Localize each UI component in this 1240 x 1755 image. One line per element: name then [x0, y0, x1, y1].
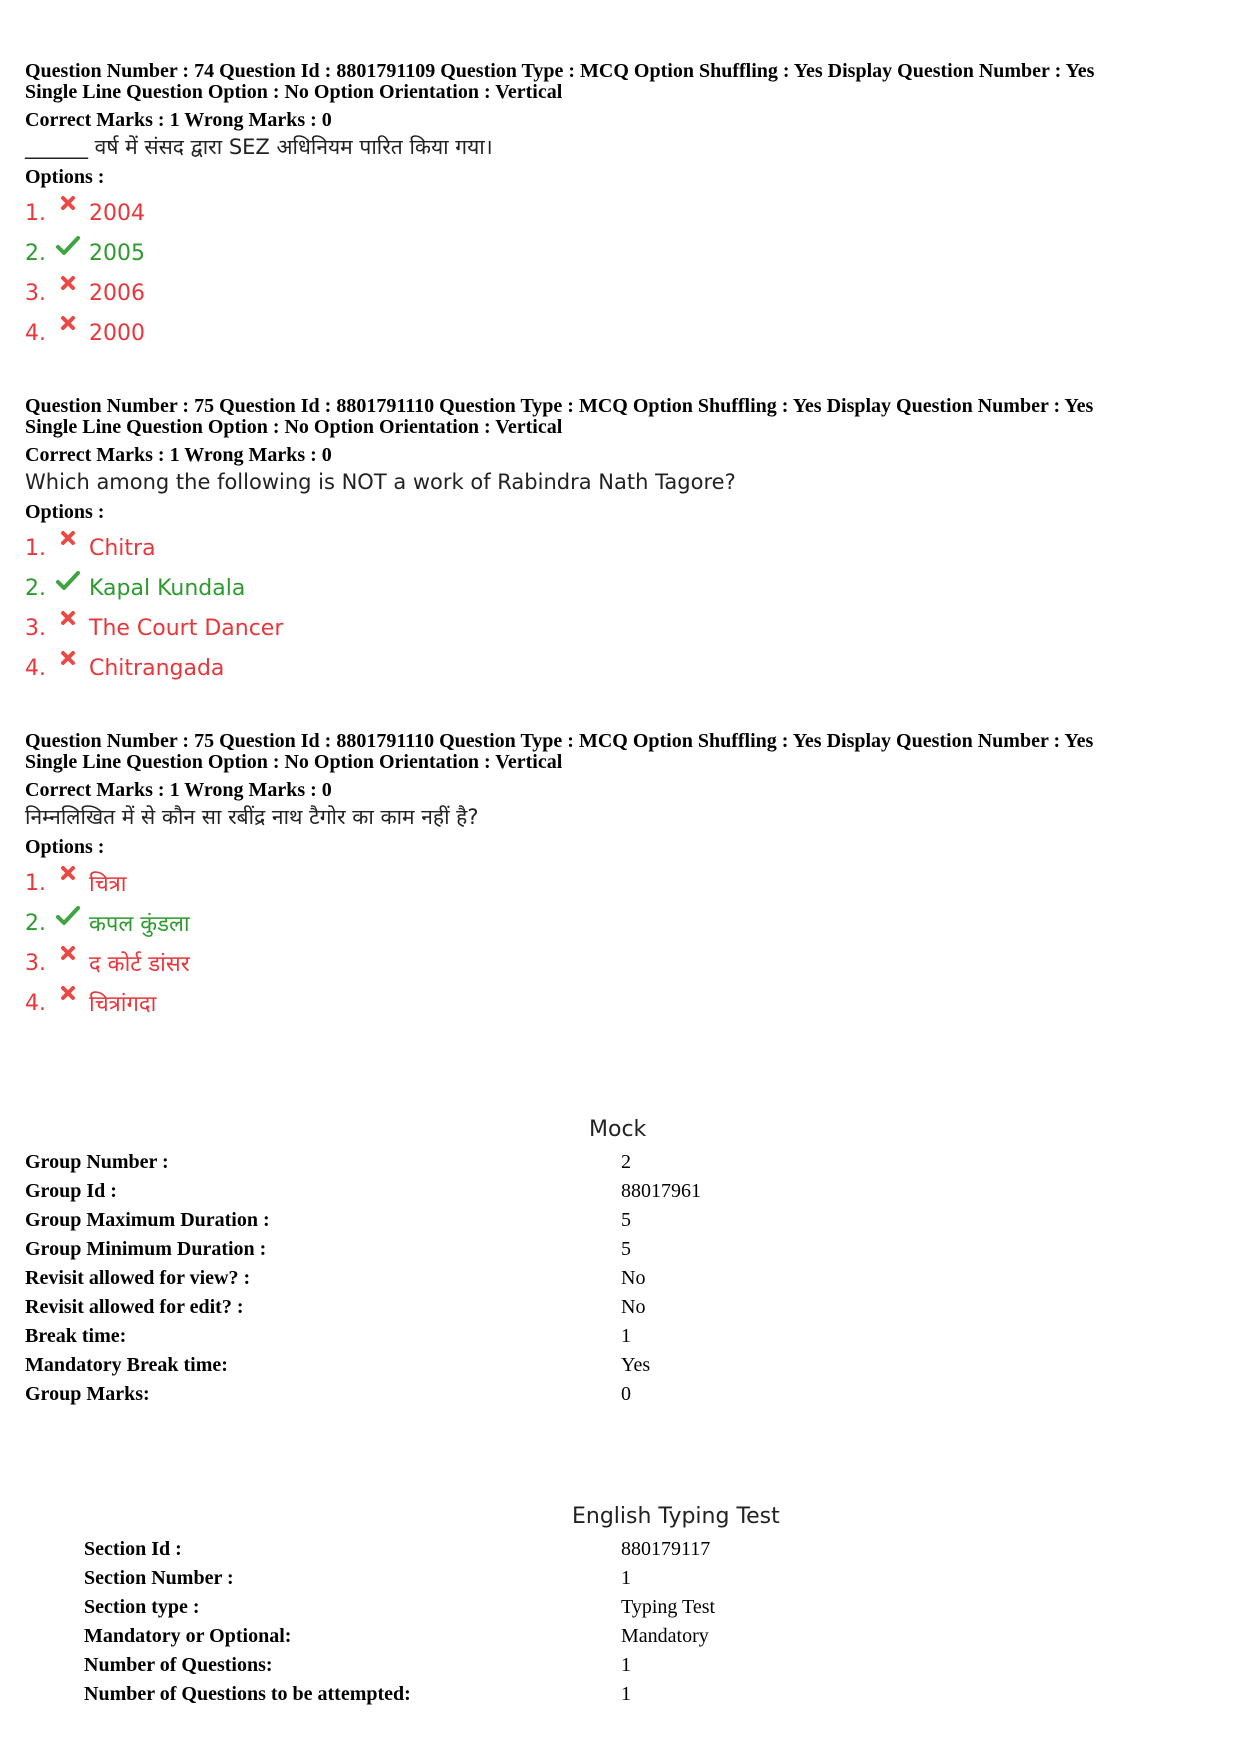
cross-icon: [53, 315, 83, 345]
detail-label: Number of Questions to be attempted:: [84, 1683, 411, 1705]
detail-value: 5: [621, 1238, 631, 1260]
detail-label: Section Number :: [84, 1567, 234, 1589]
option-item: [25, 903, 1225, 943]
options-label: Options :: [25, 836, 105, 858]
option-text: 2005: [89, 240, 145, 266]
detail-value: Yes: [621, 1354, 651, 1376]
question-meta-line2: Single Line Question Option : No Option Orientation : Vertical: [25, 81, 563, 103]
option-item: [25, 273, 1225, 313]
option-number: 3.: [25, 615, 46, 641]
option-item: [25, 313, 1225, 353]
option-item: [25, 193, 1225, 233]
option-text: Chitra: [89, 535, 156, 561]
question-block: [25, 61, 1225, 353]
question-block: [25, 396, 1225, 688]
detail-value: 1: [621, 1325, 631, 1347]
detail-label: Revisit allowed for edit? :: [25, 1296, 244, 1318]
option-number: 1.: [25, 870, 46, 896]
option-text: द कोर्ट डांसर: [89, 952, 190, 977]
detail-value: 1: [621, 1654, 631, 1676]
detail-value: 5: [621, 1209, 631, 1231]
detail-label: Section type :: [84, 1596, 200, 1618]
question-text: ______ वर्ष में संसद द्वारा SEZ अधिनियम पारित किया गया।: [25, 135, 493, 159]
check-icon: [53, 570, 83, 600]
option-number: 2.: [25, 910, 46, 936]
cross-icon: [53, 985, 83, 1015]
options-list: [25, 193, 1225, 353]
detail-label: Number of Questions:: [84, 1654, 273, 1676]
option-item: [25, 648, 1225, 688]
detail-value: 0: [621, 1383, 631, 1405]
cross-icon: [53, 865, 83, 895]
option-text: चित्रा: [89, 872, 127, 897]
detail-label: Group Marks:: [25, 1383, 150, 1405]
option-number: 1.: [25, 200, 46, 226]
option-text: Kapal Kundala: [89, 575, 246, 601]
detail-value: No: [621, 1267, 646, 1289]
option-number: 2.: [25, 240, 46, 266]
option-item: [25, 943, 1225, 983]
check-icon: [53, 905, 83, 935]
detail-value: No: [621, 1296, 646, 1318]
question-text: निम्नलिखित में से कौन सा रबींद्र नाथ टैगोर का काम नहीं है?: [25, 805, 479, 829]
question-meta-line1: Question Number : 75 Question Id : 8801791110 Question Type : MCQ Option Shuffling : Yes Display Question Number : Yes: [25, 395, 1094, 417]
detail-label: Revisit allowed for view? :: [25, 1267, 251, 1289]
cross-icon: [53, 610, 83, 640]
option-text: Chitrangada: [89, 655, 225, 681]
question-meta: [25, 731, 1225, 773]
option-number: 4.: [25, 990, 46, 1016]
option-number: 2.: [25, 575, 46, 601]
detail-label: Group Maximum Duration :: [25, 1209, 270, 1231]
detail-value: 880179117: [621, 1538, 711, 1560]
question-meta-line1: Question Number : 75 Question Id : 8801791110 Question Type : MCQ Option Shuffling : Yes Display Question Number : Yes: [25, 730, 1094, 752]
detail-label: Group Number :: [25, 1151, 169, 1173]
cross-icon: [53, 530, 83, 560]
option-item: [25, 983, 1225, 1023]
option-item: [25, 233, 1225, 273]
question-marks: Correct Marks : 1 Wrong Marks : 0: [25, 779, 332, 801]
detail-label: Break time:: [25, 1325, 127, 1347]
section-title: English Typing Test: [572, 1504, 780, 1529]
option-text: कपल कुंडला: [89, 912, 190, 937]
question-block: [25, 731, 1225, 1023]
question-meta: [25, 396, 1225, 438]
option-number: 3.: [25, 950, 46, 976]
cross-icon: [53, 945, 83, 975]
check-icon: [53, 235, 83, 265]
question-meta-line2: Single Line Question Option : No Option Orientation : Vertical: [25, 751, 563, 773]
option-text: 2004: [89, 200, 145, 226]
detail-value: Typing Test: [621, 1596, 716, 1618]
option-number: 4.: [25, 320, 46, 346]
detail-label: Group Id :: [25, 1180, 117, 1202]
cross-icon: [53, 650, 83, 680]
question-meta-line2: Single Line Question Option : No Option Orientation : Vertical: [25, 416, 563, 438]
cross-icon: [53, 275, 83, 305]
question-text: Which among the following is NOT a work of Rabindra Nath Tagore?: [25, 470, 736, 494]
detail-label: Mandatory Break time:: [25, 1354, 228, 1376]
option-number: 3.: [25, 280, 46, 306]
question-meta-line1: Question Number : 74 Question Id : 8801791109 Question Type : MCQ Option Shuffling : Yes Display Question Number : Yes: [25, 60, 1095, 82]
option-item: [25, 863, 1225, 903]
options-label: Options :: [25, 501, 105, 523]
detail-label: Mandatory or Optional:: [84, 1625, 292, 1647]
detail-value: 1: [621, 1683, 631, 1705]
detail-label: Group Minimum Duration :: [25, 1238, 267, 1260]
option-item: [25, 608, 1225, 648]
option-text: 2000: [89, 320, 145, 346]
question-marks: Correct Marks : 1 Wrong Marks : 0: [25, 109, 332, 131]
cross-icon: [53, 195, 83, 225]
detail-value: Mandatory: [621, 1625, 709, 1647]
option-text: 2006: [89, 280, 145, 306]
option-text: The Court Dancer: [89, 615, 284, 641]
options-label: Options :: [25, 166, 105, 188]
detail-label: Section Id :: [84, 1538, 182, 1560]
detail-value: 88017961: [621, 1180, 701, 1202]
question-marks: Correct Marks : 1 Wrong Marks : 0: [25, 444, 332, 466]
mock-title: Mock: [589, 1117, 647, 1142]
options-list: [25, 863, 1225, 1023]
options-list: [25, 528, 1225, 688]
option-number: 4.: [25, 655, 46, 681]
option-text: चित्रांगदा: [89, 992, 157, 1017]
question-meta: [25, 61, 1225, 103]
detail-value: 1: [621, 1567, 631, 1589]
option-item: [25, 568, 1225, 608]
option-item: [25, 528, 1225, 568]
option-number: 1.: [25, 535, 46, 561]
detail-value: 2: [621, 1151, 631, 1173]
